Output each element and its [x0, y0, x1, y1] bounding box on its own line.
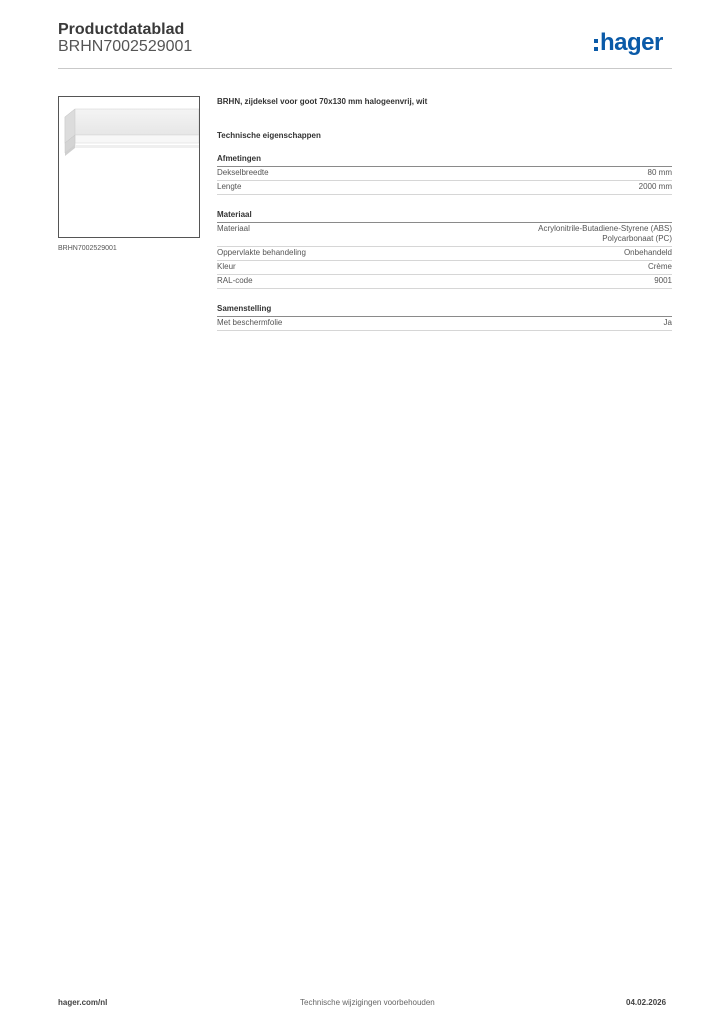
property-value — [648, 262, 672, 272]
product-description: BRHN, zijdeksel voor goot 70x130 mm halogeenvrij, wit — [217, 97, 428, 106]
product-details — [217, 96, 672, 331]
property-value-line: Crème — [647, 262, 672, 271]
logo-dots-icon — [594, 39, 598, 51]
section-title: Materiaal — [217, 209, 672, 223]
property-label: Kleur — [217, 262, 236, 271]
property-row — [217, 275, 672, 289]
footer-date: 04.02.2026 — [626, 998, 667, 1007]
property-label: Lengte — [217, 182, 242, 191]
property-value — [648, 168, 672, 178]
property-value-line: Ja — [663, 318, 672, 327]
page-title: Productdatablad — [58, 21, 185, 38]
property-value-line: Acrylonitrile-Butadiene-Styrene (ABS) — [538, 224, 672, 233]
property-row — [217, 317, 672, 331]
property-value — [538, 224, 672, 244]
property-row — [217, 247, 672, 261]
property-value — [654, 276, 672, 286]
property-value-line: Onbehandeld — [623, 248, 672, 257]
header-divider — [58, 68, 672, 69]
property-value-line: Polycarbonaat (PC) — [602, 234, 672, 243]
tech-properties-title: Technische eigenschappen — [217, 131, 321, 140]
hager-logo — [594, 30, 663, 56]
section-title: Afmetingen — [217, 153, 672, 167]
product-cover-icon — [59, 97, 199, 237]
property-value — [639, 182, 672, 192]
property-label: Dekselbreedte — [217, 168, 269, 177]
product-code: BRHN7002529001 — [58, 38, 193, 55]
property-row — [217, 223, 672, 247]
properties-sections — [217, 153, 672, 331]
footer-notice: Technische wijzigingen voorbehouden — [300, 998, 435, 1007]
property-label: Oppervlakte behandeling — [217, 248, 306, 257]
property-label: Materiaal — [217, 224, 250, 233]
image-caption: BRHN7002529001 — [58, 245, 117, 252]
section-title: Samenstelling — [217, 303, 672, 317]
property-row — [217, 167, 672, 181]
property-value — [624, 248, 672, 258]
property-value — [664, 318, 672, 328]
product-image — [58, 96, 200, 238]
property-value-line: 2000 mm — [638, 182, 672, 191]
property-value-line: 80 mm — [647, 168, 672, 177]
logo-text: hager — [600, 29, 663, 56]
property-label: RAL-code — [217, 276, 253, 285]
property-label: Met beschermfolie — [217, 318, 283, 327]
footer-website: hager.com/nl — [58, 998, 108, 1007]
property-row — [217, 261, 672, 275]
property-value-line: 9001 — [654, 276, 672, 285]
property-row — [217, 181, 672, 195]
